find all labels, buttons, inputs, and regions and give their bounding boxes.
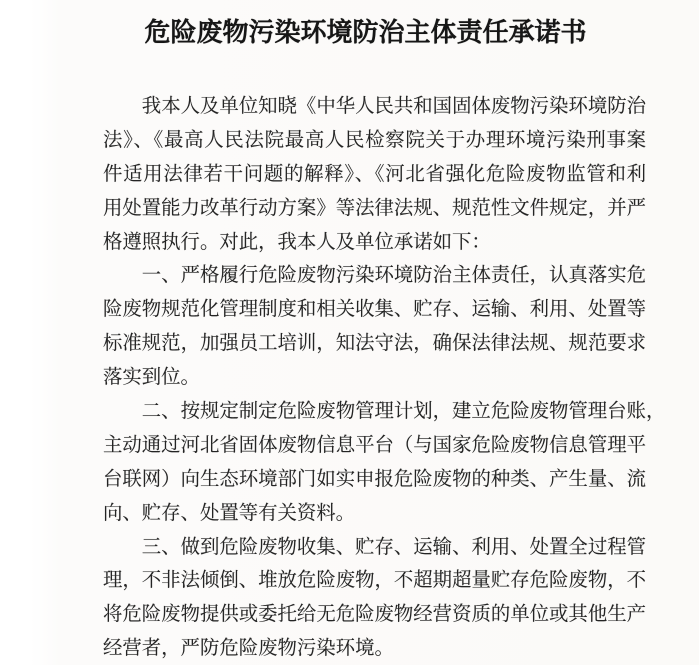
document-line: 三、做到危险废物收集、贮存、运输、利用、处置全过程管 [141, 536, 646, 558]
document-line: 法》、《最高人民法院最高人民检察院关于办理环境污染刑事案 [103, 129, 646, 151]
document-line: 向、贮存、处置等有关资料。 [103, 502, 356, 524]
document-line: 将危险废物提供或委托给无危险废物经营资质的单位或其他生产 [103, 604, 646, 626]
document-body [103, 90, 666, 665]
document-line: 二、按规定制定危险废物管理计划，建立危险废物管理台账， [141, 401, 666, 423]
document-line: 落实到位。 [103, 367, 200, 389]
paragraph-intro [103, 90, 646, 259]
page-title: 危险废物污染环境防治主体责任承诺书 [144, 18, 587, 47]
paragraph-item-2 [103, 395, 666, 531]
document-line: 理，不非法倾倒、堆放危险废物，不超期超量贮存危险废物，不 [103, 570, 646, 592]
document-line: 我本人及单位知晓《中华人民共和国固体废物污染环境防治 [141, 96, 646, 117]
document-line: 险废物规范化管理制度和相关收集、贮存、运输、利用、处置等 [103, 299, 646, 321]
document-line: 一、严格履行危险废物污染环境防治主体责任，认真落实危 [141, 265, 646, 287]
document-line: 台联网）向生态环境部门如实申报危险废物的种类、产生量、流 [103, 468, 646, 490]
document-line: 格遵照执行。对此，我本人及单位承诺如下： [103, 231, 491, 253]
paragraph-item-3 [103, 531, 646, 665]
document-line: 主动通过河北省固体废物信息平台（与国家危险废物信息管理平 [103, 434, 646, 456]
document-line: 经营者，严防危险废物污染环境。 [103, 638, 394, 660]
document-page [0, 13, 699, 665]
document-content [103, 13, 666, 665]
document-line: 标准规范，加强员工培训，知法守法，确保法律法规、规范要求 [103, 333, 646, 355]
paragraph-item-1 [103, 259, 646, 395]
document-line: 件适用法律若干问题的解释》、《河北省强化危险废物监管和利 [103, 163, 646, 185]
document-line: 用处置能力改革行动方案》等法律法规、规范性文件规定，并严 [103, 197, 646, 219]
